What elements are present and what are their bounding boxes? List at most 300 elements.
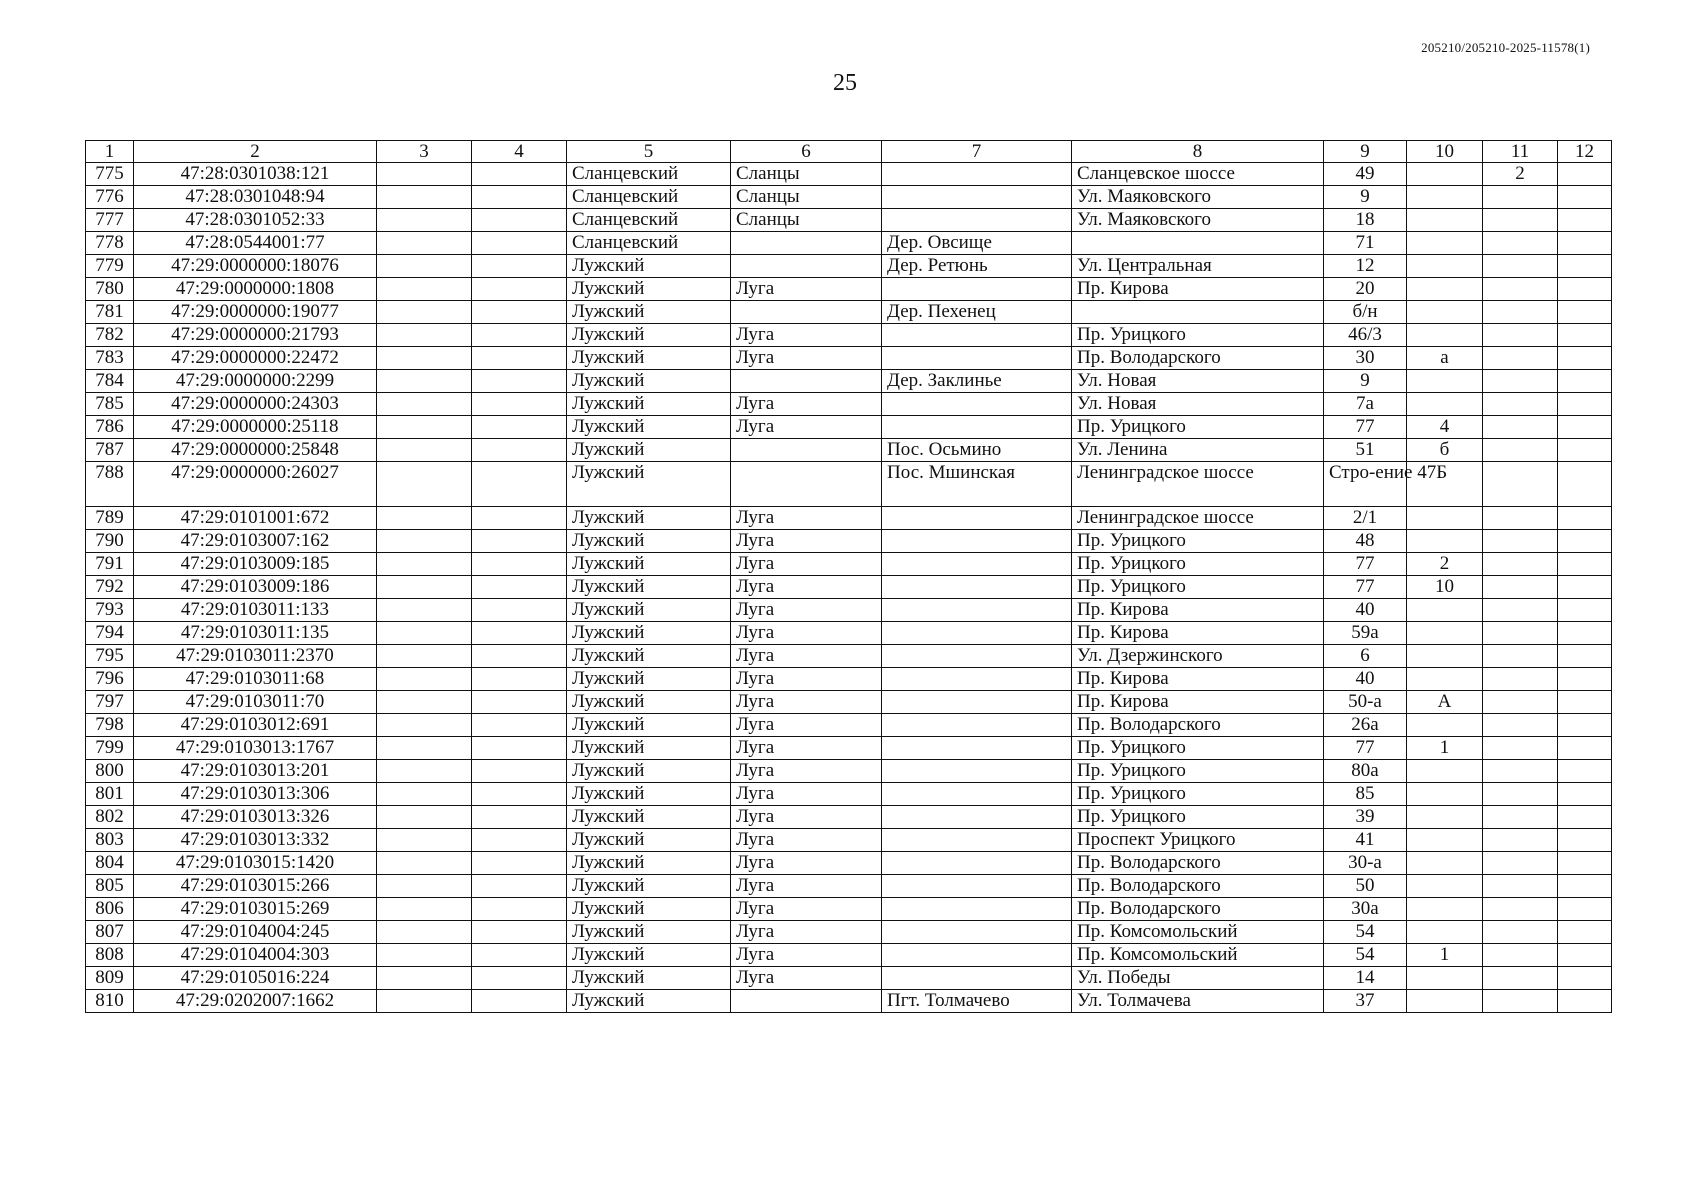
cell-house: 85: [1324, 783, 1407, 806]
cell-col-4: [472, 393, 567, 416]
cell-building: [1407, 898, 1483, 921]
cell-col-3: [377, 852, 472, 875]
cell-col-12: [1558, 875, 1612, 898]
cell-house: 50-а: [1324, 691, 1407, 714]
cell-district: Лужский: [567, 783, 731, 806]
cell-corpus: [1483, 301, 1558, 324]
cell-cadastral-number: 47:29:0000000:2299: [134, 370, 377, 393]
cell-corpus: [1483, 829, 1558, 852]
cell-row-number: 802: [86, 806, 134, 829]
cell-col-3: [377, 186, 472, 209]
cell-col-4: [472, 278, 567, 301]
cell-col-12: [1558, 507, 1612, 530]
cell-row-number: 799: [86, 737, 134, 760]
cell-house: 40: [1324, 668, 1407, 691]
cell-street: Ул. Победы: [1072, 967, 1324, 990]
cell-house: 30-а: [1324, 852, 1407, 875]
cell-col-12: [1558, 301, 1612, 324]
cell-corpus: [1483, 622, 1558, 645]
cell-district: Лужский: [567, 852, 731, 875]
cell-col-12: [1558, 806, 1612, 829]
cell-city: Луга: [731, 599, 882, 622]
cell-col-3: [377, 553, 472, 576]
cell-city: Луга: [731, 507, 882, 530]
cell-col-4: [472, 806, 567, 829]
cell-col-12: [1558, 599, 1612, 622]
cell-col-12: [1558, 576, 1612, 599]
cell-col-3: [377, 576, 472, 599]
cell-row-number: 795: [86, 645, 134, 668]
page-number: 25: [833, 70, 857, 96]
cell-city: Луга: [731, 622, 882, 645]
cell-building: [1407, 921, 1483, 944]
cell-city: Луга: [731, 278, 882, 301]
cell-city: Луга: [731, 898, 882, 921]
cell-street: Пр. Урицкого: [1072, 760, 1324, 783]
cell-district: Лужский: [567, 875, 731, 898]
cell-house: 41: [1324, 829, 1407, 852]
cell-row-number: 777: [86, 209, 134, 232]
cell-corpus: [1483, 875, 1558, 898]
cell-col-3: [377, 645, 472, 668]
cell-corpus: [1483, 852, 1558, 875]
cell-row-number: 776: [86, 186, 134, 209]
cell-corpus: [1483, 232, 1558, 255]
cell-col-4: [472, 163, 567, 186]
cell-city: [731, 255, 882, 278]
cell-house: 77: [1324, 416, 1407, 439]
cell-col-4: [472, 370, 567, 393]
cell-settlement: [882, 209, 1072, 232]
cell-city: Луга: [731, 576, 882, 599]
cell-col-3: [377, 875, 472, 898]
table-body: [86, 163, 1612, 1013]
cell-settlement: [882, 416, 1072, 439]
table-header-row: [86, 141, 1612, 163]
cell-corpus: [1483, 898, 1558, 921]
cell-district: Сланцевский: [567, 163, 731, 186]
cell-cadastral-number: 47:29:0000000:26027: [134, 462, 377, 507]
cell-corpus: [1483, 416, 1558, 439]
cell-cadastral-number: 47:29:0103009:185: [134, 553, 377, 576]
column-header-7: 7: [882, 141, 1072, 163]
cell-cadastral-number: 47:29:0103007:162: [134, 530, 377, 553]
cell-col-3: [377, 967, 472, 990]
cell-house: 77: [1324, 553, 1407, 576]
cell-col-4: [472, 232, 567, 255]
cell-corpus: [1483, 783, 1558, 806]
cell-city: Луга: [731, 530, 882, 553]
cell-district: Лужский: [567, 370, 731, 393]
cell-corpus: [1483, 990, 1558, 1013]
cell-col-12: [1558, 278, 1612, 301]
cell-building: б: [1407, 439, 1483, 462]
cell-col-12: [1558, 714, 1612, 737]
cell-city: [731, 990, 882, 1013]
cell-settlement: [882, 921, 1072, 944]
cell-house: 77: [1324, 737, 1407, 760]
cell-row-number: 806: [86, 898, 134, 921]
cell-cadastral-number: 47:29:0000000:21793: [134, 324, 377, 347]
cell-col-3: [377, 324, 472, 347]
cell-cadastral-number: 47:29:0000000:25848: [134, 439, 377, 462]
cell-settlement: Дер. Ретюнь: [882, 255, 1072, 278]
cell-street: Пр. Урицкого: [1072, 737, 1324, 760]
table-row: [86, 209, 1612, 232]
cell-building: 1: [1407, 944, 1483, 967]
cell-street: [1072, 232, 1324, 255]
cell-col-3: [377, 668, 472, 691]
cell-building: а: [1407, 347, 1483, 370]
cell-col-12: [1558, 967, 1612, 990]
cell-street: Ленинградское шоссе: [1072, 507, 1324, 530]
cell-cadastral-number: 47:28:0301048:94: [134, 186, 377, 209]
cell-building: [1407, 990, 1483, 1013]
cell-cadastral-number: 47:29:0104004:245: [134, 921, 377, 944]
cell-col-4: [472, 760, 567, 783]
cell-settlement: [882, 324, 1072, 347]
cell-col-12: [1558, 990, 1612, 1013]
cell-district: Лужский: [567, 668, 731, 691]
cell-col-3: [377, 944, 472, 967]
cell-settlement: [882, 829, 1072, 852]
cell-col-4: [472, 921, 567, 944]
table-row: [86, 760, 1612, 783]
cell-col-12: [1558, 898, 1612, 921]
cell-col-4: [472, 347, 567, 370]
table-row: [86, 990, 1612, 1013]
cell-city: Луга: [731, 806, 882, 829]
cell-cadastral-number: 47:29:0000000:25118: [134, 416, 377, 439]
cell-corpus: [1483, 668, 1558, 691]
cell-cadastral-number: 47:29:0103013:332: [134, 829, 377, 852]
cell-house: 46/3: [1324, 324, 1407, 347]
cell-settlement: [882, 714, 1072, 737]
cell-house: Стро-ение 47Б: [1324, 462, 1407, 507]
cell-corpus: [1483, 347, 1558, 370]
cell-col-4: [472, 186, 567, 209]
cell-settlement: Дер. Заклинье: [882, 370, 1072, 393]
cell-cadastral-number: 47:29:0103015:269: [134, 898, 377, 921]
cell-city: Луга: [731, 921, 882, 944]
cell-city: Луга: [731, 553, 882, 576]
cell-house: 9: [1324, 370, 1407, 393]
cell-house: 54: [1324, 921, 1407, 944]
cell-col-4: [472, 553, 567, 576]
cell-city: Сланцы: [731, 163, 882, 186]
cell-row-number: 786: [86, 416, 134, 439]
cell-district: Сланцевский: [567, 186, 731, 209]
cell-cadastral-number: 47:29:0103013:326: [134, 806, 377, 829]
cell-building: [1407, 324, 1483, 347]
cell-settlement: [882, 898, 1072, 921]
table-row: [86, 576, 1612, 599]
cell-cadastral-number: 47:29:0103011:133: [134, 599, 377, 622]
cell-house: 20: [1324, 278, 1407, 301]
cell-col-3: [377, 622, 472, 645]
cell-row-number: 775: [86, 163, 134, 186]
cell-city: Луга: [731, 691, 882, 714]
cell-col-4: [472, 898, 567, 921]
cell-cadastral-number: 47:29:0103011:70: [134, 691, 377, 714]
table-row: [86, 783, 1612, 806]
cell-corpus: [1483, 691, 1558, 714]
cell-col-3: [377, 209, 472, 232]
table-row: [86, 875, 1612, 898]
cell-cadastral-number: 47:29:0103015:266: [134, 875, 377, 898]
table-row: [86, 967, 1612, 990]
cell-col-12: [1558, 209, 1612, 232]
cell-city: [731, 462, 882, 507]
cell-building: [1407, 393, 1483, 416]
table-row: [86, 462, 1612, 507]
cell-corpus: [1483, 462, 1558, 507]
cell-settlement: [882, 783, 1072, 806]
table-row: [86, 301, 1612, 324]
cell-street: Ул. Толмачева: [1072, 990, 1324, 1013]
cell-corpus: [1483, 370, 1558, 393]
cell-building: 1: [1407, 737, 1483, 760]
cell-corpus: [1483, 645, 1558, 668]
cell-settlement: [882, 576, 1072, 599]
cell-city: Луга: [731, 944, 882, 967]
cell-street: Сланцевское шоссе: [1072, 163, 1324, 186]
cell-row-number: 790: [86, 530, 134, 553]
cell-district: Лужский: [567, 967, 731, 990]
cell-col-12: [1558, 439, 1612, 462]
cell-corpus: [1483, 921, 1558, 944]
cell-row-number: 791: [86, 553, 134, 576]
cell-col-3: [377, 829, 472, 852]
cell-building: [1407, 714, 1483, 737]
cell-col-12: [1558, 186, 1612, 209]
cell-col-3: [377, 921, 472, 944]
cell-row-number: 807: [86, 921, 134, 944]
cell-settlement: [882, 530, 1072, 553]
cell-house: 71: [1324, 232, 1407, 255]
cell-house: 37: [1324, 990, 1407, 1013]
cell-corpus: [1483, 967, 1558, 990]
cell-house: б/н: [1324, 301, 1407, 324]
cell-house: 12: [1324, 255, 1407, 278]
cell-cadastral-number: 47:29:0000000:24303: [134, 393, 377, 416]
cell-corpus: [1483, 553, 1558, 576]
cell-house: 80а: [1324, 760, 1407, 783]
cell-row-number: 780: [86, 278, 134, 301]
cell-row-number: 797: [86, 691, 134, 714]
table-row: [86, 714, 1612, 737]
table-row: [86, 232, 1612, 255]
cell-district: Лужский: [567, 507, 731, 530]
cell-corpus: [1483, 439, 1558, 462]
cell-street: Пр. Урицкого: [1072, 416, 1324, 439]
cell-corpus: [1483, 255, 1558, 278]
cell-col-4: [472, 714, 567, 737]
cell-settlement: [882, 737, 1072, 760]
cell-city: Луга: [731, 967, 882, 990]
cell-building: [1407, 783, 1483, 806]
cell-cadastral-number: 47:29:0101001:672: [134, 507, 377, 530]
cell-col-3: [377, 416, 472, 439]
cell-street: Пр. Урицкого: [1072, 576, 1324, 599]
cell-row-number: 792: [86, 576, 134, 599]
cell-col-12: [1558, 163, 1612, 186]
cell-col-12: [1558, 852, 1612, 875]
cell-city: Луга: [731, 783, 882, 806]
cell-city: Луга: [731, 714, 882, 737]
cell-city: Луга: [731, 416, 882, 439]
cell-building: [1407, 829, 1483, 852]
cell-house: 18: [1324, 209, 1407, 232]
cell-city: Луга: [731, 347, 882, 370]
cell-district: Лужский: [567, 760, 731, 783]
cell-row-number: 789: [86, 507, 134, 530]
cell-col-12: [1558, 944, 1612, 967]
table-row: [86, 255, 1612, 278]
cell-settlement: [882, 691, 1072, 714]
cell-city: [731, 439, 882, 462]
cell-settlement: [882, 944, 1072, 967]
table-row: [86, 737, 1612, 760]
cell-row-number: 803: [86, 829, 134, 852]
cell-street: Ул. Маяковского: [1072, 186, 1324, 209]
cell-settlement: Пгт. Толмачево: [882, 990, 1072, 1013]
cell-cadastral-number: 47:28:0544001:77: [134, 232, 377, 255]
cell-settlement: [882, 163, 1072, 186]
column-header-9: 9: [1324, 141, 1407, 163]
cell-corpus: [1483, 530, 1558, 553]
cell-city: Сланцы: [731, 186, 882, 209]
cell-building: [1407, 668, 1483, 691]
cell-settlement: Пос. Мшинская: [882, 462, 1072, 507]
cell-col-12: [1558, 232, 1612, 255]
cell-building: А: [1407, 691, 1483, 714]
cell-col-4: [472, 645, 567, 668]
cell-col-3: [377, 393, 472, 416]
column-header-8: 8: [1072, 141, 1324, 163]
cell-col-3: [377, 232, 472, 255]
cell-street: Пр. Урицкого: [1072, 806, 1324, 829]
cell-building: [1407, 209, 1483, 232]
cell-street: Ул. Дзержинского: [1072, 645, 1324, 668]
cell-settlement: [882, 553, 1072, 576]
cell-district: Лужский: [567, 898, 731, 921]
cell-col-12: [1558, 393, 1612, 416]
cell-corpus: [1483, 599, 1558, 622]
cell-col-3: [377, 714, 472, 737]
cell-street: Пр. Кирова: [1072, 668, 1324, 691]
cell-settlement: [882, 806, 1072, 829]
cell-district: Лужский: [567, 278, 731, 301]
table-row: [86, 691, 1612, 714]
cell-settlement: [882, 645, 1072, 668]
cell-row-number: 785: [86, 393, 134, 416]
cell-settlement: [882, 393, 1072, 416]
cell-col-4: [472, 852, 567, 875]
table-row: [86, 599, 1612, 622]
cell-col-3: [377, 301, 472, 324]
cell-street: [1072, 301, 1324, 324]
table-row: [86, 370, 1612, 393]
column-header-10: 10: [1407, 141, 1483, 163]
table-row: [86, 324, 1612, 347]
cell-row-number: 779: [86, 255, 134, 278]
cell-col-3: [377, 599, 472, 622]
cell-row-number: 783: [86, 347, 134, 370]
cell-district: Лужский: [567, 737, 731, 760]
cell-building: [1407, 967, 1483, 990]
cell-street: Пр. Урицкого: [1072, 530, 1324, 553]
cell-settlement: Дер. Пехенец: [882, 301, 1072, 324]
cell-house: 77: [1324, 576, 1407, 599]
cell-district: Лужский: [567, 714, 731, 737]
cell-district: Лужский: [567, 599, 731, 622]
cell-col-3: [377, 255, 472, 278]
cell-row-number: 809: [86, 967, 134, 990]
cell-col-12: [1558, 255, 1612, 278]
cell-city: Луга: [731, 760, 882, 783]
cell-col-3: [377, 370, 472, 393]
cell-col-4: [472, 576, 567, 599]
cell-building: [1407, 599, 1483, 622]
cell-col-3: [377, 462, 472, 507]
cell-corpus: [1483, 806, 1558, 829]
cell-city: Луга: [731, 829, 882, 852]
table-row: [86, 668, 1612, 691]
cell-settlement: [882, 668, 1072, 691]
table-row: [86, 645, 1612, 668]
cell-city: [731, 232, 882, 255]
cell-col-3: [377, 990, 472, 1013]
table-row: [86, 186, 1612, 209]
cell-settlement: [882, 278, 1072, 301]
cell-col-4: [472, 737, 567, 760]
column-header-4: 4: [472, 141, 567, 163]
cell-col-4: [472, 990, 567, 1013]
cell-col-4: [472, 255, 567, 278]
cell-house: 7а: [1324, 393, 1407, 416]
cell-col-12: [1558, 921, 1612, 944]
cell-street: Пр. Володарского: [1072, 875, 1324, 898]
cell-building: [1407, 232, 1483, 255]
cell-house: 39: [1324, 806, 1407, 829]
cell-street: Ул. Центральная: [1072, 255, 1324, 278]
cell-street: Ул. Новая: [1072, 370, 1324, 393]
cell-house: 49: [1324, 163, 1407, 186]
cell-col-12: [1558, 829, 1612, 852]
cell-col-4: [472, 439, 567, 462]
cell-settlement: [882, 852, 1072, 875]
cell-col-4: [472, 829, 567, 852]
table-row: [86, 829, 1612, 852]
cell-street: Пр. Володарского: [1072, 714, 1324, 737]
cell-street: Ул. Маяковского: [1072, 209, 1324, 232]
cell-settlement: [882, 347, 1072, 370]
cell-building: [1407, 163, 1483, 186]
table-row: [86, 806, 1612, 829]
cell-settlement: [882, 507, 1072, 530]
cell-col-4: [472, 530, 567, 553]
cell-building: [1407, 806, 1483, 829]
cell-house: 6: [1324, 645, 1407, 668]
cell-city: Луга: [731, 668, 882, 691]
cell-cadastral-number: 47:28:0301052:33: [134, 209, 377, 232]
table-row: [86, 507, 1612, 530]
table-row: [86, 622, 1612, 645]
cell-settlement: [882, 599, 1072, 622]
cell-row-number: 796: [86, 668, 134, 691]
cell-row-number: 801: [86, 783, 134, 806]
